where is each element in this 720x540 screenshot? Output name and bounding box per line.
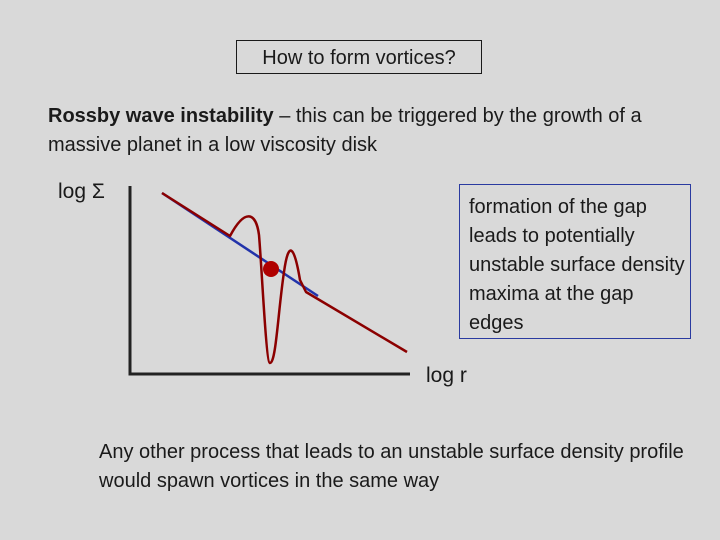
gap-note-box: formation of the gap leads to potentially unstable surface density maxima at the gap edges	[459, 184, 691, 339]
axes	[130, 186, 410, 374]
intro-rest: – this can be triggered by the growth of a massive planet in a low viscosity disk	[48, 105, 642, 156]
footer-text: Any other process that leads to an unstable surface density profile would spawn vortices in the same way	[99, 441, 684, 492]
planet-marker	[263, 261, 279, 277]
y-axis-label: log Σ	[58, 180, 105, 203]
x-axis-label: log r	[426, 364, 467, 387]
intro-bold: Rossby wave instability	[48, 105, 274, 127]
slide-title: How to form vortices?	[236, 40, 482, 74]
